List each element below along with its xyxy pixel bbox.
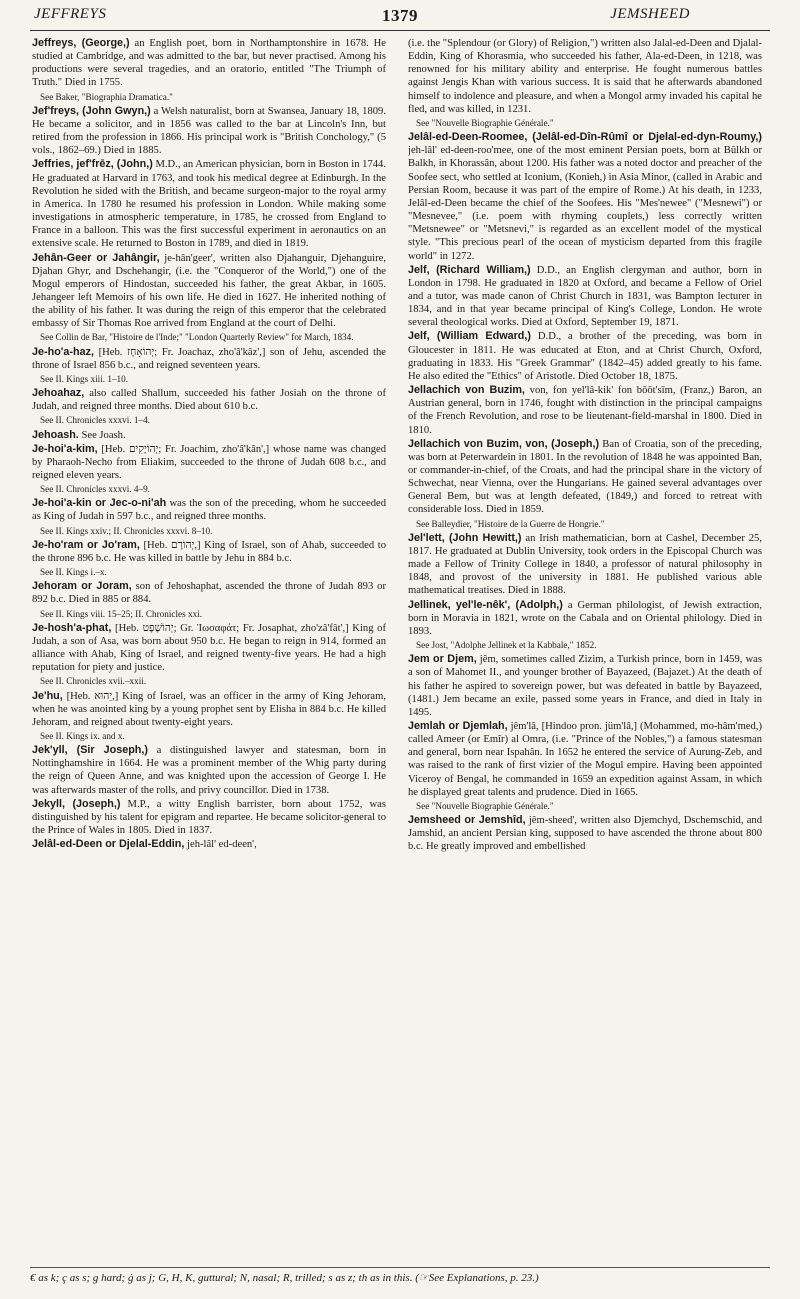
entry-text: D.D., a brother of the preceding, was born in Gloucester in 1811. He was educated at Eton, and at Christ Church, Oxford, graduating in 1833. His "Greek Grammar" (1842–45) added greatly to his fame. He also edited the "Ethics" of Aristotle. Died October 18, 1875.: [408, 331, 762, 382]
entry-headword: Jehoash.: [32, 428, 79, 441]
entry-headword: Je-hoi'a-kin or Jec-o-ni'ah: [32, 497, 167, 510]
right-column: [408, 37, 762, 1257]
entry-text: an Irish mathematician, born at Cashel, December 25, 1817. He graduated at Dublin University, took orders in the Episcopal Church was made a Fellow of Trinity College in 1840, a professor of natural philosophy in 1848, and provost of the university in 1881. He published various able mathematical treatises. Died in 1888.: [408, 532, 762, 597]
entry-reference: See II. Kings i.–x.: [40, 567, 107, 578]
entry-reference: See II. Kings xxiv.; II. Chronicles xxxvi. 8–10.: [40, 525, 213, 536]
entry-reference: See II. Kings ix. and x.: [40, 730, 125, 741]
entry-text: a distinguished lawyer and statesman, born in Nottinghamshire in 1664. He was a prominent member of the Whig party during the reign of Queen Anne, and was knighted upon the accession of George I. He was afterwards master of the rolls, and privy councillor. Died in 1738.: [32, 745, 386, 796]
entry-headword: Je'hu,: [32, 689, 63, 702]
entry-headword: Jehân-Geer or Jahângir,: [32, 251, 160, 264]
entry-headword: Jellachich von Buzim, von, (Joseph,): [408, 437, 600, 450]
dictionary-entry: [408, 653, 762, 719]
entry-headword: Je-hosh'a-phat,: [32, 621, 112, 634]
entry-text: von, fon yel'lâ-kik' fon bōōt'sīm, (Franz,) Baron, an Austrian general, born in 1746, fought with distinction in the principal campaigns of the French Revolution, and rose to be lieutenant-field-marshal in 1800. Died in 1810.: [408, 385, 762, 436]
entry-text: M.P., a witty English barrister, born about 1752, was distinguished by his talent for epigram and repartee. He became solicitor-general to the Prince of Wales in 1805. Died in 1837.: [32, 798, 386, 837]
entry-text: son of Jehoshaphat, ascended the throne of Judah 893 or 892 b.c. Died in 885 or 884.: [32, 581, 386, 606]
entry-headword: Jehoahaz,: [32, 387, 85, 400]
header-right-guide-word: JEMSHEED: [610, 6, 690, 22]
dictionary-entry: [32, 443, 386, 482]
dictionary-entry: [32, 37, 386, 90]
entry-headword: Jel'lett, (John Hewitt,): [408, 531, 522, 544]
entry-text: also called Shallum, succeeded his father Josiah on the throne of Judah, and reigned three months. Died about 610 b.c.: [32, 388, 386, 413]
entry-headword: Jellachich von Buzim,: [408, 384, 525, 397]
entry-headword: Jemlah or Djemlah,: [408, 719, 508, 732]
entry-headword: Jehoram or Joram,: [32, 580, 132, 593]
entry-headword: Jellinek, yel'le-nêk', (Adolph,): [408, 598, 563, 611]
entry-headword: Jelf, (Richard William,): [408, 263, 531, 276]
entry-text: jêm-sheed', written also Djemchyd, Dschemschid, and Jamshid, an ancient Persian king, supposed to have ascended the throne about 800 b.c. He greatly improved and embellished: [408, 815, 762, 853]
entry-text: jêm, sometimes called Zizim, a Turkish prince, born in 1459, was a son of Mahomet II., and younger brother of Bayazeed, (Bajazet.) At the death of his father he aspired to sovereign power, but was defeated in battle by Bayazeed, (1481.) Jem became an exile, passed some years in France, and died in Italy in 1495.: [408, 654, 762, 718]
entry-reference: See II. Chronicles xxxvi. 4–9.: [40, 484, 150, 495]
dictionary-entry: [32, 798, 386, 837]
entry-reference: See Balleydier, "Histoire de la Guerre de Hongrie.": [416, 518, 605, 529]
entry-text: was the son of the preceding, whom he succeeded as King of Judah in 597 b.c., and reigned three months.: [32, 498, 386, 523]
entry-text: [Heb. יֵהוּא,] King of Israel, was an officer in the army of King Jehoram, when he was anointed king by a young prophet sent by Elisha in 884 b.c. He killed Jehoram, and reigned about twenty-eight years.: [32, 690, 386, 728]
dictionary-entry: [408, 384, 762, 437]
entry-text: an English poet, born in Northamptonshire in 1678. He studied at Cambridge, and was admitted to the bar, but never practised. Among his productions were several tragedies, and an oratorio, entitled "The Triumph of Truth." Died in 1755.: [32, 38, 386, 89]
page-number: 1379: [382, 6, 418, 25]
entry-headword: Je-hoi'a-kim,: [32, 442, 98, 455]
entry-headword: Jef'freys, (John Gwyn,): [32, 104, 151, 117]
header-left-guide-word: JEFFREYS: [34, 6, 107, 22]
entry-text: Ban of Croatia, son of the preceding, was born at Peterwardein in 1801. In the revolution of 1848 he was appointed Ban, or commander-in-chief, of the Croats, and had the principal share in the victory of Schwechat, near Vienna, over the Hungarians. He gained several advantages over General Bem, but was at length defeated, (1849,) and forced to retreat with considerable loss. Died in 1859.: [408, 438, 762, 516]
dictionary-entry: [32, 580, 386, 606]
header-rule: [30, 30, 770, 31]
dictionary-entry: [32, 838, 386, 851]
dictionary-entry: [408, 814, 762, 853]
entry-headword: Jelâl-ed-Deen or Djelal-Eddin,: [32, 838, 185, 851]
dictionary-entry: [408, 532, 762, 598]
dictionary-entry: [32, 622, 386, 675]
entry-headword: Jem or Djem,: [408, 653, 477, 666]
entry-headword: Jek'yll, (Sir Joseph,): [32, 744, 148, 757]
entry-text: jêm'lâ, [Hindoo pron. jüm'lâ,] (Mohammed, mo-hâm'med,) called Ameer (or Emîr) al Omra, (i.e. "Prince of the Nobles,") a famous statesman and general, born near Ispahân. In 1652 he entered the service of Aurung-Zeb, and was raised to the rank of first vizier of the Mogul empire. Having been appointed Viceroy of Bengal, he commanded in 1659 an expedition against Assam, in which he displayed great talents and prudence. Died in 1665.: [408, 720, 762, 798]
dictionary-entry: [408, 438, 762, 517]
entry-text: [Heb. יְהוֹשָׁפָט; Gr. Ἰωσαφάτ; Fr. Josaphat, zho'zâ'fât',] King of Judah, a son of Asa, was born about 950 b.c. He began to reign in 914, formed an alliance with Ahab, King of Israel, and reigned twenty-five years. He had a high reputation for piety and justice.: [32, 622, 386, 674]
dictionary-entry: [32, 158, 386, 250]
entry-reference: See Jost, "Adolphe Jellinek et la Kabbale," 1852.: [416, 640, 597, 651]
entry-headword: Je-ho'ram or Jo'ram,: [32, 538, 140, 551]
entry-reference: See II. Chronicles xxxvi. 1–4.: [40, 415, 150, 426]
dictionary-entry: [408, 131, 762, 263]
entry-text: See Joash.: [81, 429, 126, 441]
entry-reference: See Collin de Bar, "Histoire de l'Inde;" "London Quarterly Review" for March, 1834.: [40, 332, 354, 343]
entry-reference: See "Nouvelle Biographie Générale.": [416, 800, 554, 811]
entry-text: jeh-lâl' ed-deen-roo'mee, one of the most eminent Persian poets, born at Bûlkh or Balkh, in Khorassân, about 1200. His father was a noted doctor and preacher of the Soofee sect, who settled at Iconium, (Konieh,) in Asia Minor, (called in Arabic and Persian Room, because it was part of the empire of Rome.) At his death, in 1233, Jelâl-ed-Deen became the chief of the Soofees. His "Mes'newee" ("Mesnewi") or "Mesnevee," (i.e. poem with rhyming couplets,) less correctly written "Metsnewee" or "Metsnevi," is regarded as an excellent model of the mystical style. "This precious pearl of the ocean of mysticism departed from this fragile world" in 1272.: [408, 145, 762, 262]
entry-reference: See "Nouvelle Biographie Générale.": [416, 117, 554, 128]
dictionary-entry: [32, 497, 386, 523]
dictionary-entry: [408, 330, 762, 383]
entry-reference: See II. Chronicles xvii.–xxii.: [40, 676, 147, 687]
dictionary-entry: [408, 264, 762, 330]
entry-text: a German philologist, of Jewish extraction, born in Moravia in 1821, wrote on the Cabala and on Oriental philology. Died in 1893.: [408, 599, 762, 637]
entry-text: jeh-lâl' ed-deen',: [187, 839, 257, 851]
entry-headword: Jemsheed or Jemshîd,: [408, 814, 526, 827]
entry-headword: Jelâl-ed-Deen-Roomee, (Jelâl-ed-Dîn-Rûmî or Djelal-ed-dyn-Roumy,): [408, 131, 762, 144]
dictionary-entry: [32, 105, 386, 158]
running-header: [30, 6, 770, 30]
entry-text: D.D., an English clergyman and author, born in London in 1798. He graduated in 1820 at Oxford, and became a Fellow of Oriel and a tutor, was made canon of Christ Church in 1831, was Bampton lecturer in 1834, and in that year became principal of King's College, London. He wrote several theological works. Died at Oxford, September 19, 1871.: [408, 264, 762, 329]
entry-headword: Jeffries, jef'frēz, (John,): [32, 158, 153, 171]
entry-reference: See Baker, "Biographia Dramatica.": [40, 91, 173, 102]
dictionary-entry: [32, 252, 386, 331]
dictionary-entry: [408, 599, 762, 638]
entry-text: [Heb. יְהוֹרָם,] King of Israel, son of Ahab, succeeded to the throne 896 b.c. He was killed in battle by Jehu in 884 b.c.: [32, 539, 386, 564]
pronunciation-key-footer: € as k; ç as s; g hard; ġ as j; G, H, K, guttural; N, nasal; R, trilled; s as z; th as in this. (☞See Explanations, p. 23.): [30, 1267, 770, 1289]
dictionary-entry: [32, 387, 386, 413]
left-column: [32, 37, 386, 1257]
entry-text: a Welsh naturalist, born at Swansea, January 18, 1809. He became a solicitor, and in 1856 was called to the bar at Lincoln's Inn, but retired from the profession in 1866. His principal work is "British Conchology," (5 vols., 1862–69.) Died in 1885.: [32, 105, 386, 157]
entry-text: M.D., an American physician, born in Boston in 1744. He graduated at Harvard in 1763, and took his medical degree at Edinburgh. In the Revolution he sided with the British, and became surgeon-major to the royal army in America. In 1780 he resumed his profession in London. While making some investigations in atmospheric temperature, in 1785, he crossed from England to France in a balloon. This was the first successful experiment in aeronautics on an extensive scale. He returned to Boston in 1789, and died in 1819.: [32, 159, 386, 250]
entry-headword: Jekyll, (Joseph,): [32, 797, 121, 810]
entry-reference: See II. Kings viii. 15–25; II. Chronicles xxi.: [40, 608, 203, 619]
entry-text: (i.e. the "Splendour (or Glory) of Religion,") written also Jalal-ed-Deen and Djalal-Eddin, King of Khorasmia, who succeeded his father, Ala-ed-Deen, in 1218, was renowned for his military ability and enterprise. He fought numerous battles against Jengis Khan with various success. It is said that he afterwards abandoned himself to indolence and pleasure, and when a Mongol army invaded his capital he fled, and was killed, in 1231.: [408, 38, 762, 115]
entry-text: je-hân'geer', written also Djahanguir, Djehanguire, Djahan Ghyr, and Dschehangir, (i.e. the "Conqueror of the World,") one of the Mogul emperors of Hindostan, succeeded his father, the great Akbar, in 1605. Jehangeer left Memoirs of his own life. He died in 1627. He inherited nothing of the ability of his father. It was during the reign of this emperor that the celebrated embassy of Sir Thomas Roe arrived from England at the court of Delhi.: [32, 252, 386, 330]
dictionary-entry: [32, 744, 386, 797]
entry-reference: See II. Kings xiii. 1–10.: [40, 373, 129, 384]
dictionary-entry: [32, 690, 386, 729]
dictionary-entry: [32, 429, 386, 442]
entry-headword: Jeffreys, (George,): [32, 37, 130, 49]
dictionary-entry: [408, 37, 762, 116]
entry-text: [Heb. יְהוֹיָקִים; Fr. Joachim, zho'â'kân',] whose name was changed by Pharaoh-Necho from Eliakim, succeeded to the throne of Judah 608 b.c., and reigned eleven years.: [32, 443, 386, 481]
entry-headword: Jelf, (William Edward,): [408, 330, 531, 343]
dictionary-entry: [408, 720, 762, 799]
entry-headword: Je-ho'a-haz,: [32, 345, 94, 358]
dictionary-entry: [32, 346, 386, 372]
entry-text: [Heb. יְהוֹאָחָז; Fr. Joachaz, zho'â'kâz',] son of Jehu, ascended the throne of Israel 856 b.c., and reigned seventeen years.: [32, 346, 386, 371]
dictionary-entry: [32, 539, 386, 565]
